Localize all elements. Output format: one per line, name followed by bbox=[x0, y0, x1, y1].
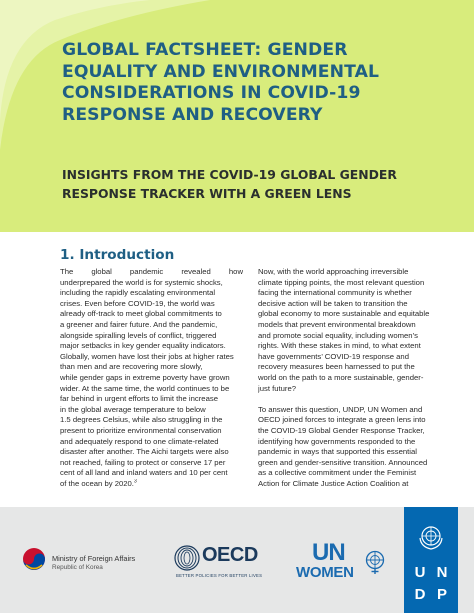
text-line: 1.5 degrees Celsius, while also struggling in the bbox=[60, 415, 223, 425]
undp-letter: N bbox=[436, 564, 448, 581]
text-line: a greener and fairer future. And the pandemic, bbox=[60, 319, 218, 329]
question-paragraph bbox=[258, 267, 445, 394]
title-line: GLOBAL FACTSHEET: GENDER bbox=[62, 40, 348, 60]
text-line: in the global average temperature to below bbox=[60, 404, 206, 414]
oecd-tagline: BETTER POLICIES FOR BETTER LIVES bbox=[176, 573, 263, 578]
text-line: while gender gaps in extreme poverty have grown bbox=[60, 372, 230, 382]
text-line: alongside spiralling levels of conflict, triggered bbox=[60, 330, 217, 340]
text-line-with-footnote bbox=[60, 384, 243, 395]
text-line: cent of all land and inland waters and 10 per cent bbox=[60, 468, 228, 478]
undp-letter: U bbox=[414, 564, 426, 581]
text-line: than men and are recovering more slowly, bbox=[60, 362, 203, 372]
footnote-marker: 3 bbox=[133, 478, 137, 485]
text-line: models that prevent environmental breakdown bbox=[258, 319, 416, 329]
oecd-wordmark: OECD bbox=[202, 544, 258, 566]
left-column bbox=[60, 267, 243, 500]
taegeuk-icon bbox=[22, 547, 46, 571]
text-line: already off-track to meet global commitments to bbox=[60, 309, 222, 319]
text-line: recovery measures been harnessed to put the bbox=[258, 362, 415, 372]
text-line: decisive action will be taken to transition the bbox=[258, 298, 408, 308]
undp-letter: P bbox=[436, 586, 447, 603]
unwomen-un-text: UN bbox=[312, 539, 345, 566]
text-line: Now, with the world approaching irreversible bbox=[258, 267, 409, 276]
text-line-with-footnote bbox=[60, 479, 243, 490]
text-line: facing the international community is whether bbox=[258, 288, 412, 298]
un-emblem-icon bbox=[364, 549, 386, 575]
undp-logo bbox=[404, 507, 458, 613]
text-line: and promote social equality, including women’s bbox=[258, 330, 418, 340]
subtitle-line: RESPONSE TRACKER WITH A GREEN LENS bbox=[62, 186, 352, 201]
right-column bbox=[258, 267, 445, 500]
text-line: disaster after another. The Aichi targets were also bbox=[60, 447, 229, 457]
subtitle-line: INSIGHTS FROM THE COVID-19 GLOBAL GENDER bbox=[62, 167, 397, 182]
text-line: far behind in urgent efforts to limit the increase bbox=[60, 394, 218, 404]
page-subtitle bbox=[62, 165, 462, 203]
text-line: just future? bbox=[258, 383, 297, 393]
title-line: EQUALITY AND ENVIRONMENTAL bbox=[62, 61, 380, 82]
text-line: of the ocean by 2020. bbox=[60, 478, 134, 488]
text-line: Action for Climate Justice Action Coalition at bbox=[258, 478, 409, 488]
text-line: Globally, women have lost their jobs at higher rates bbox=[60, 351, 234, 361]
text-line: crises. Even before COVID-19, the world was bbox=[60, 298, 215, 308]
page-title bbox=[62, 40, 462, 126]
text-line: world on the path to a more sustainable, gender- bbox=[258, 372, 424, 382]
text-line: present to prioritize environmental conservation bbox=[60, 425, 222, 435]
text-line: major setbacks in key gender equality indicators. bbox=[60, 341, 226, 351]
title-line: CONSIDERATIONS IN COVID-19 bbox=[62, 83, 361, 103]
text-line: global economy to more sustainable and equitable bbox=[258, 309, 430, 319]
text-line: pandemic in ways that supported this essential bbox=[258, 447, 417, 457]
text-line: OECD joined forces to integrate a green lens into bbox=[258, 415, 426, 425]
text-line: including the rapidly escalating environmental bbox=[60, 288, 216, 298]
text-line: rights. With these stakes in mind, to what extent bbox=[258, 341, 421, 351]
title-line: RESPONSE AND RECOVERY bbox=[62, 104, 323, 125]
text-line: climate tipping points, the most relevant question bbox=[258, 277, 425, 287]
text-line: not reached, failing to protect or conserve 17 per bbox=[60, 457, 226, 467]
intro-paragraph bbox=[60, 267, 243, 489]
text-line: as a collective commitment under the Feminist bbox=[258, 468, 417, 478]
text-line: underprepared the world is for systemic shocks, bbox=[60, 277, 223, 287]
un-emblem-icon bbox=[416, 521, 446, 551]
header-band bbox=[0, 0, 474, 232]
unwomen-women-text: WOMEN bbox=[296, 564, 354, 581]
text-line: identifying how governments responded to the bbox=[258, 436, 416, 446]
text-line: The global pandemic revealed how bbox=[60, 267, 243, 276]
answer-paragraph bbox=[258, 405, 445, 490]
oecd-ring-icon bbox=[172, 544, 202, 572]
section-title: 1. Introduction bbox=[60, 247, 175, 263]
text-line: To answer this question, UNDP, UN Women and bbox=[258, 404, 423, 414]
korea-mofa-logo bbox=[22, 547, 142, 577]
text-line: have governments’ COVID-19 response and bbox=[258, 351, 409, 361]
unwomen-logo bbox=[294, 539, 394, 587]
text-line: green and gender-sensitive transition. Announced bbox=[258, 457, 428, 467]
partner-logos-footer bbox=[0, 507, 474, 613]
text-line: the COVID-19 Global Gender Response Tracker, bbox=[258, 425, 425, 435]
text-line: wider. At the same time, the world continues to be bbox=[60, 383, 230, 393]
text-line: and adequately respond to one climate-related bbox=[60, 436, 219, 446]
korea-mofa-country: Republic of Korea bbox=[52, 564, 103, 571]
oecd-logo bbox=[172, 544, 272, 584]
undp-letter: D bbox=[414, 586, 426, 603]
korea-mofa-name: Ministry of Foreign Affairs bbox=[52, 554, 136, 563]
